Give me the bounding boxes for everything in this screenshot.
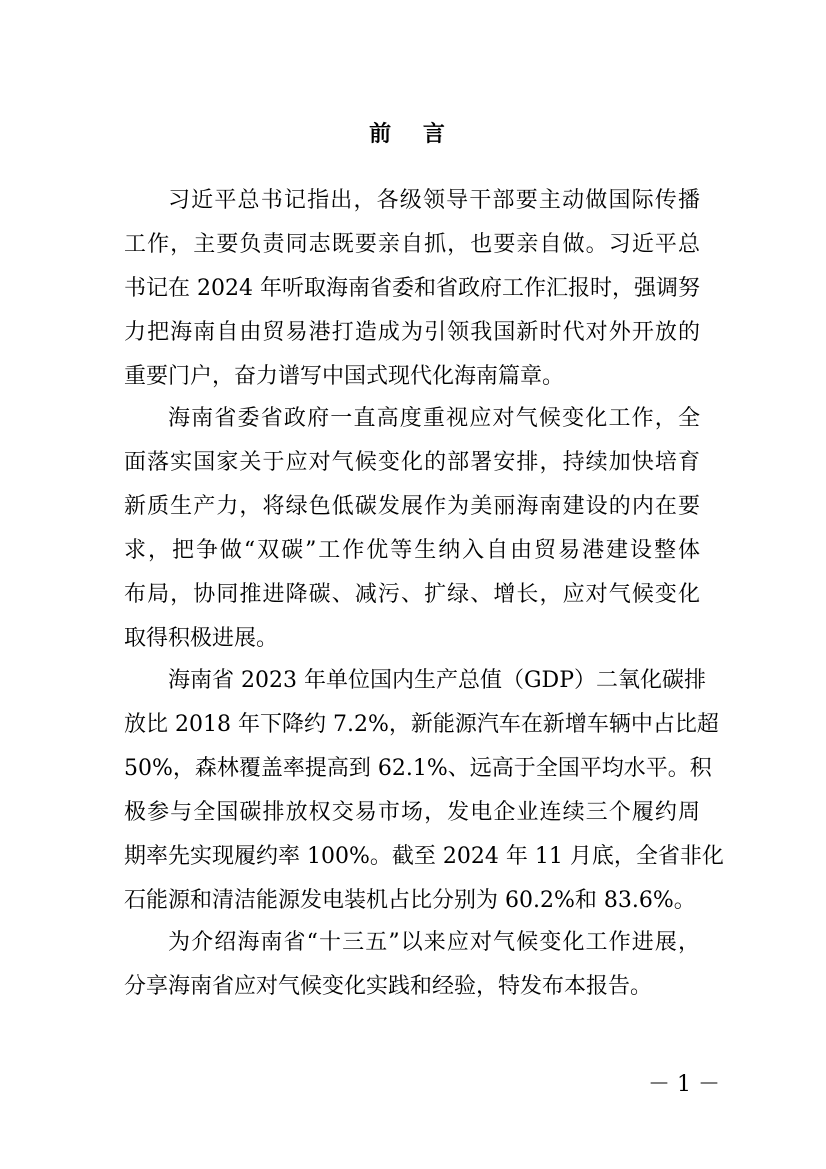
paragraph-4-line-1: 为介绍海南省“十三五”以来应对气候变化工作进展， bbox=[168, 930, 700, 955]
page-title: 前 言 bbox=[369, 121, 457, 147]
paragraph-4-line-2: 分享海南省应对气候变化实践和经验，特发布本报告。 bbox=[124, 974, 653, 999]
page-number: － 1 － bbox=[648, 1072, 720, 1097]
paragraph-2-line-1: 海南省委省政府一直高度重视应对气候变化工作，全 bbox=[168, 406, 700, 431]
paragraph-1-line-5: 重要门户，奋力谱写中国式现代化海南篇章。 bbox=[124, 364, 565, 389]
paragraph-1-line-4: 力把海南自由贸易港打造成为引领我国新时代对外开放的 bbox=[124, 320, 700, 345]
paragraph-3-line-6: 石能源和清洁能源发电装机占比分别为 60.2%和 83.6%。 bbox=[124, 888, 696, 913]
paragraph-1-line-3: 书记在 2024 年听取海南省委和省政府工作汇报时，强调努 bbox=[124, 276, 700, 301]
paragraph-1-line-1: 习近平总书记指出，各级领导干部要主动做国际传播 bbox=[168, 188, 700, 213]
paragraph-3-line-1: 海南省 2023 年单位国内生产总值（GDP）二氧化碳排 bbox=[168, 668, 706, 693]
paragraph-2-line-2: 面落实国家关于应对气候变化的部署安排，持续加快培育 bbox=[124, 450, 700, 475]
paragraph-2-line-6: 取得积极进展。 bbox=[124, 626, 279, 651]
paragraph-1-line-2: 工作，主要负责同志既要亲自抓，也要亲自做。习近平总 bbox=[124, 232, 700, 257]
paragraph-3-line-3: 50%，森林覆盖率提高到 62.1%、远高于全国平均水平。积 bbox=[124, 756, 712, 781]
paragraph-3-line-2: 放比 2018 年下降约 7.2%，新能源汽车在新增车辆中占比超 bbox=[124, 712, 719, 737]
paragraph-3-line-5: 期率先实现履约率 100%。截至 2024 年 11 月底，全省非化 bbox=[124, 844, 724, 869]
paragraph-2-line-4: 求，把争做“双碳”工作优等生纳入自由贸易港建设整体 bbox=[124, 538, 700, 563]
paragraph-2-line-5: 布局，协同推进降碳、减污、扩绿、增长，应对气候变化 bbox=[124, 582, 700, 607]
paragraph-3-line-4: 极参与全国碳排放权交易市场，发电企业连续三个履约周 bbox=[124, 800, 700, 825]
paragraph-2-line-3: 新质生产力，将绿色低碳发展作为美丽海南建设的内在要 bbox=[124, 494, 700, 519]
